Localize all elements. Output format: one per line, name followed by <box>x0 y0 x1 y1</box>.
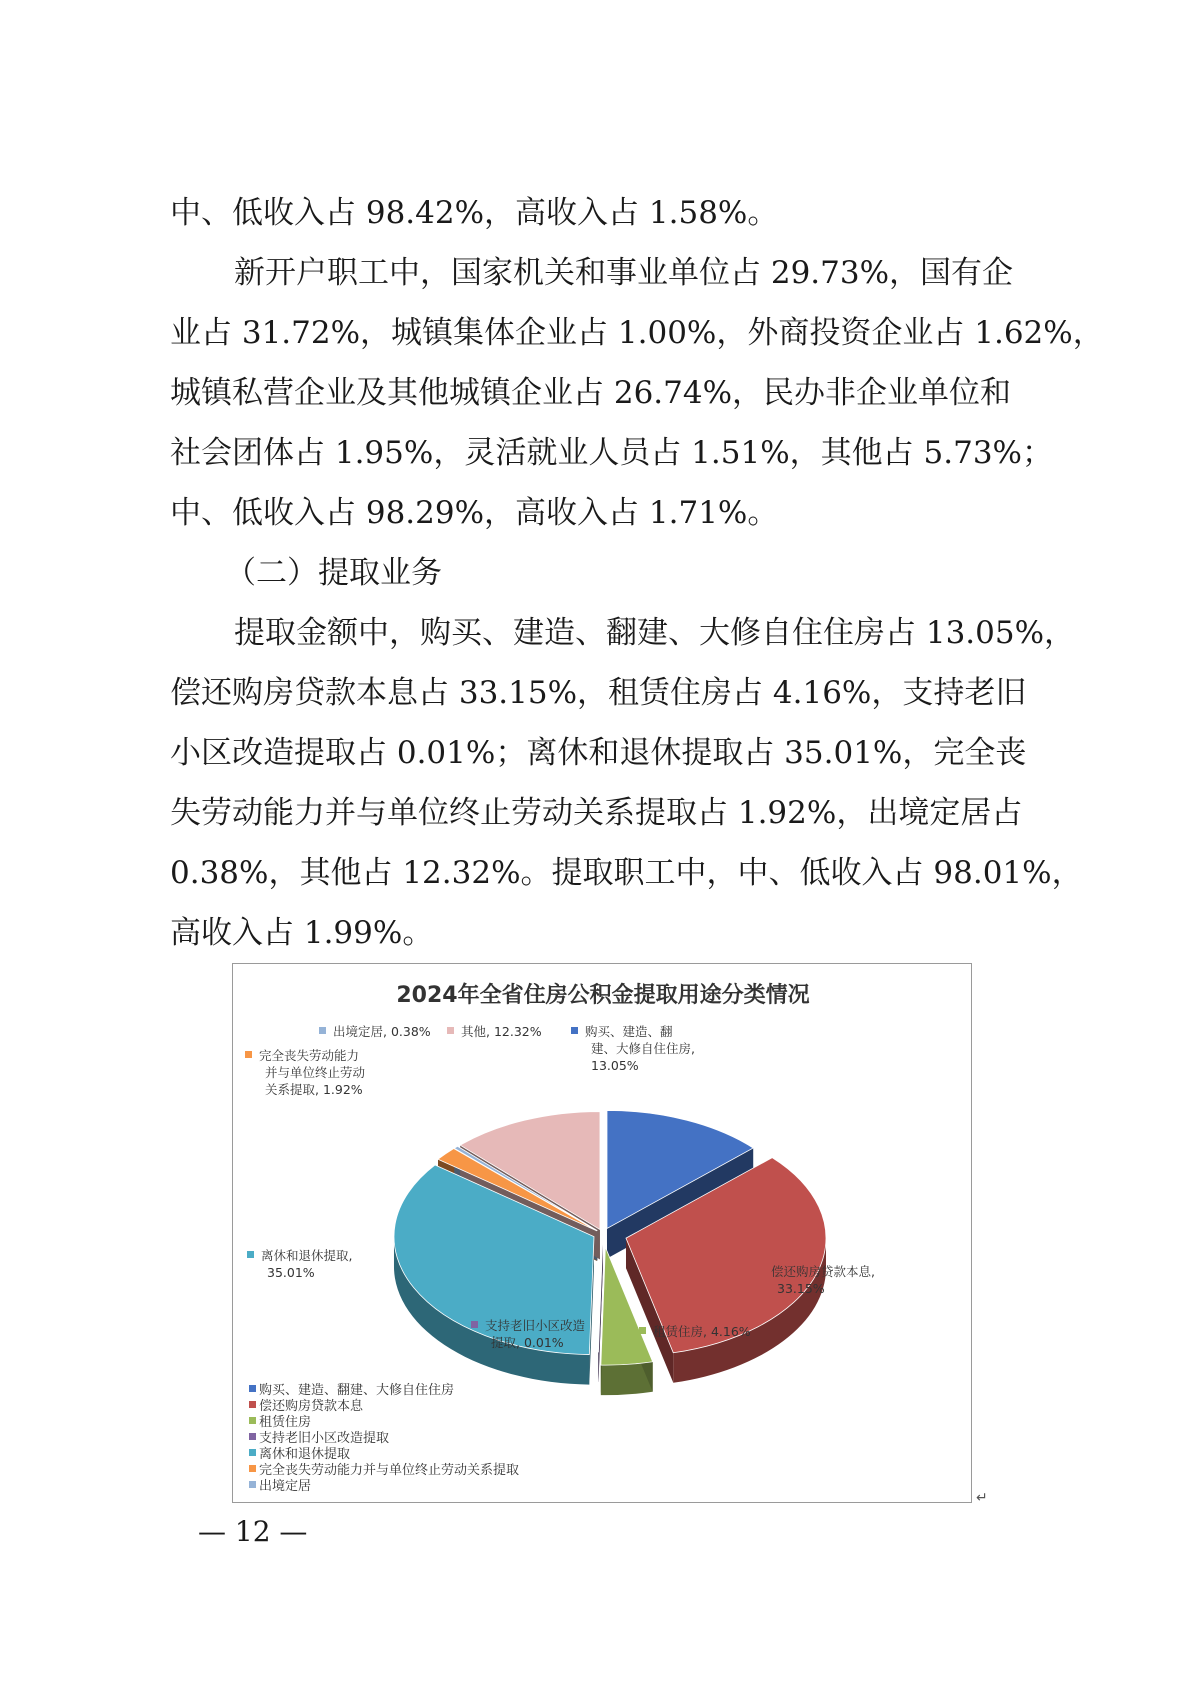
legend-swatch <box>249 1465 256 1472</box>
page-number: — 12 — <box>198 1515 308 1548</box>
pie-chart <box>232 963 972 1503</box>
data-label: 关系提取, 1.92% <box>265 1082 363 1097</box>
legend-entry: 购买、建造、翻建、大修自住住房 <box>259 1383 455 1398</box>
legend-swatch <box>249 1449 256 1456</box>
text-line: 偿还购房贷款本息占 33.15%，租赁住房占 4.16%，支持老旧 <box>170 675 1027 711</box>
text-line: 失劳动能力并与单位终止劳动关系提取占 1.92%，出境定居占 <box>170 795 1023 831</box>
data-label: 建、大修自住住房, <box>591 1041 695 1056</box>
legend-entry: 出境定居 <box>259 1479 312 1494</box>
legend-swatch <box>249 1433 256 1440</box>
text-line: 新开户职工中，国家机关和事业单位占 29.73%，国有企 <box>234 255 1014 291</box>
data-label-marker <box>471 1321 478 1328</box>
data-label-marker <box>639 1327 646 1334</box>
data-label: 偿还购房贷款本息, <box>771 1264 875 1279</box>
data-label: 并与单位终止劳动 <box>265 1065 366 1080</box>
legend-swatch <box>249 1481 256 1488</box>
data-label: 支持老旧小区改造 <box>485 1318 586 1333</box>
data-label: 35.01% <box>267 1265 315 1280</box>
chart-title: 2024年全省住房公积金提取用途分类情况 <box>396 983 810 1008</box>
data-label-marker <box>447 1027 454 1034</box>
data-label: 33.15% <box>777 1281 825 1296</box>
data-label: 出境定居, 0.38% <box>333 1024 431 1039</box>
legend-swatch <box>249 1385 256 1392</box>
data-label: 13.05% <box>591 1058 639 1073</box>
data-label-marker <box>571 1027 578 1034</box>
text-line: 高收入占 1.99%。 <box>170 915 434 951</box>
legend-entry: 离休和退休提取 <box>259 1447 351 1462</box>
pie-chart-svg <box>233 964 973 1504</box>
text-line: 业占 31.72%，城镇集体企业占 1.00%，外商投资企业占 1.62%， <box>170 315 1104 351</box>
data-label: 离休和退休提取, <box>261 1248 353 1263</box>
data-label: 租赁住房, 4.16% <box>653 1324 751 1339</box>
paragraph <box>170 603 1083 963</box>
data-label: 完全丧失劳动能力 <box>259 1048 360 1063</box>
data-label-marker <box>757 1267 764 1274</box>
text-line: 0.38%，其他占 12.32%。提取职工中，中、低收入占 98.01%， <box>170 855 1083 891</box>
paragraph <box>170 183 1030 243</box>
data-label: 购买、建造、翻 <box>585 1024 673 1039</box>
text-line: 小区改造提取占 0.01%；离休和退休提取占 35.01%，完全丧 <box>170 735 1027 771</box>
legend-entry: 完全丧失劳动能力并与单位终止劳动关系提取 <box>259 1463 520 1478</box>
legend-entry: 租赁住房 <box>259 1415 312 1430</box>
data-label: 其他, 12.32% <box>461 1024 542 1039</box>
paragraph-mark-icon: ↵ <box>976 1490 988 1506</box>
data-label-marker <box>245 1051 252 1058</box>
data-label-marker <box>319 1027 326 1034</box>
text-line: 提取金额中，购买、建造、翻建、大修自住住房占 13.05%， <box>234 615 1076 651</box>
data-label: 提取, 0.01% <box>491 1335 564 1350</box>
paragraph <box>170 243 1104 543</box>
text-line: （二）提取业务 <box>225 555 442 591</box>
text-line: 城镇私营企业及其他城镇企业占 26.74%，民办非企业单位和 <box>170 375 1012 411</box>
data-label-marker <box>247 1251 254 1258</box>
text-line: 社会团体占 1.95%，灵活就业人员占 1.51%，其他占 5.73%； <box>170 435 1053 471</box>
text-line: 中、低收入占 98.42%，高收入占 1.58%。 <box>170 195 779 231</box>
text-line: 中、低收入占 98.29%，高收入占 1.71%。 <box>170 495 779 531</box>
paragraph <box>170 543 1030 603</box>
legend-swatch <box>249 1417 256 1424</box>
legend-entry: 偿还购房贷款本息 <box>259 1399 364 1414</box>
legend-entry: 支持老旧小区改造提取 <box>259 1431 390 1446</box>
legend-swatch <box>249 1401 256 1408</box>
